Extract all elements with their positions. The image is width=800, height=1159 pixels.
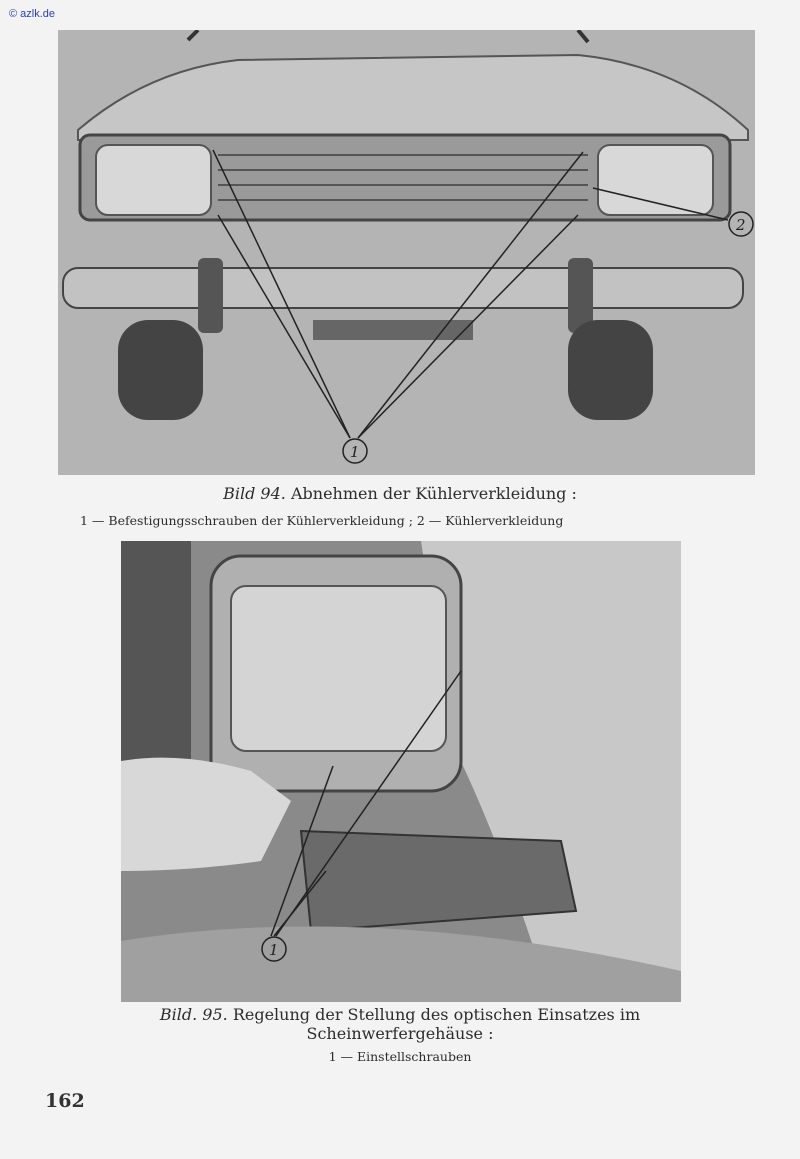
figure-95-photo xyxy=(121,541,681,1002)
copyright-watermark: © azlk.de xyxy=(9,8,56,20)
page-number: 162 xyxy=(45,1090,85,1112)
callout-2: 2 xyxy=(736,216,746,234)
figure-94-photo xyxy=(58,30,755,475)
figure-95-label: Bild. 95. xyxy=(159,1005,228,1024)
figure-95-title: Regelung der Stellung des optischen Einsatzes im Scheinwerfergehäuse : xyxy=(232,1005,641,1043)
figure-94-title: Abnehmen der Kühlerverkleidung : xyxy=(290,484,577,503)
figure-94-caption xyxy=(0,484,800,503)
figure-94-legend: 1 — Befestigungsschrauben der Kühlerverkleidung ; 2 — Kühlerverkleidung xyxy=(80,513,564,528)
figure-95-caption xyxy=(115,1005,685,1043)
callout-1: 1 xyxy=(269,941,279,959)
callout-1: 1 xyxy=(350,443,360,461)
figure-94-label: Bild 94. xyxy=(223,484,286,503)
figure-95-legend: 1 — Einstellschrauben xyxy=(328,1049,472,1064)
